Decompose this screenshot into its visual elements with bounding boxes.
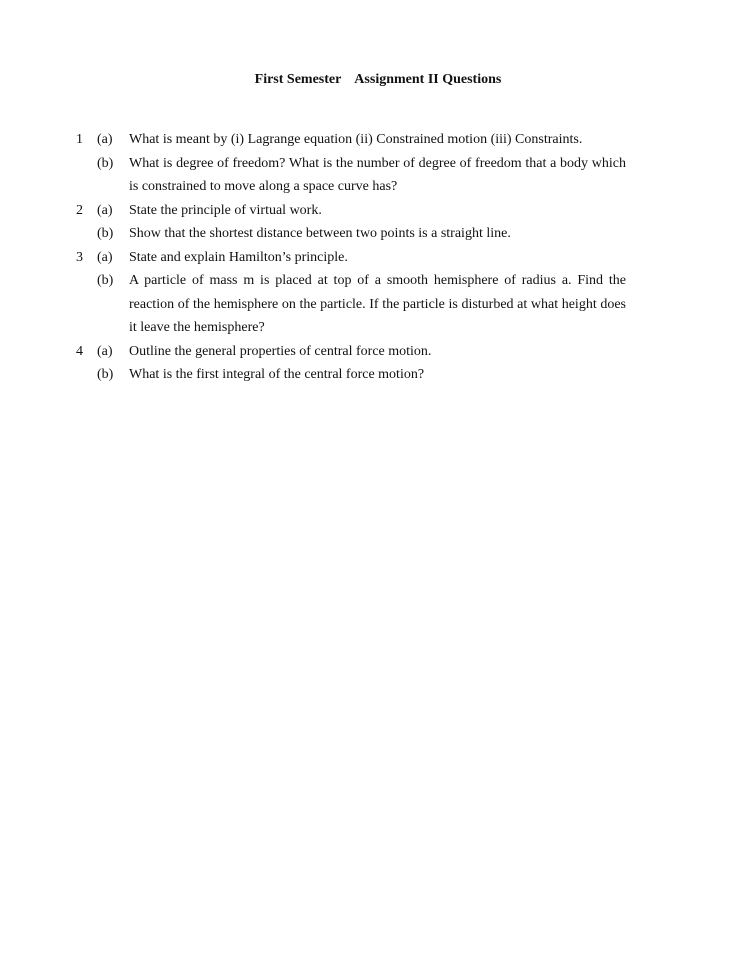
part-text: What is degree of freedom? What is the number of degree of freedom that a body which is constrained to move along a space curve has? xyxy=(129,155,626,194)
part-text: Show that the shortest distance between two points is a straight line. xyxy=(129,226,511,241)
part-label: (a) xyxy=(97,249,113,265)
question-2a xyxy=(0,199,742,223)
question-2b xyxy=(0,222,742,246)
part-label: (a) xyxy=(97,343,113,359)
part-label: (b) xyxy=(97,273,114,288)
question-1a xyxy=(0,128,742,152)
part-label: (b) xyxy=(97,155,114,171)
question-4b xyxy=(0,363,742,387)
part-text: State and explain Hamilton’s principle. xyxy=(129,249,348,265)
question-number: 3 xyxy=(76,249,83,265)
part-label: (b) xyxy=(97,226,114,241)
question-list xyxy=(0,128,742,387)
part-label: (a) xyxy=(97,202,113,218)
page-title: First Semester Assignment II Questions xyxy=(254,72,502,87)
part-label: (a) xyxy=(97,132,113,147)
part-text: Outline the general properties of central force motion. xyxy=(129,343,432,359)
question-number: 2 xyxy=(76,202,83,218)
question-3a xyxy=(0,246,742,270)
part-label: (b) xyxy=(97,367,114,382)
part-text: What is meant by (i) Lagrange equation (ii) Constrained motion (iii) Constraints. xyxy=(129,132,583,147)
question-4a xyxy=(0,340,742,364)
question-3b xyxy=(0,269,742,340)
part-text: State the principle of virtual work. xyxy=(129,202,322,218)
question-number: 1 xyxy=(76,132,83,147)
question-1b xyxy=(0,152,742,199)
part-text: A particle of mass m is placed at top of a smooth hemisphere of radius a. Find the reaction of the hemisphere on the particle. If the particle is disturbed at what height does it leave the hemisphere? xyxy=(129,273,626,335)
part-text: What is the first integral of the central force motion? xyxy=(129,367,425,382)
question-number: 4 xyxy=(76,343,83,359)
